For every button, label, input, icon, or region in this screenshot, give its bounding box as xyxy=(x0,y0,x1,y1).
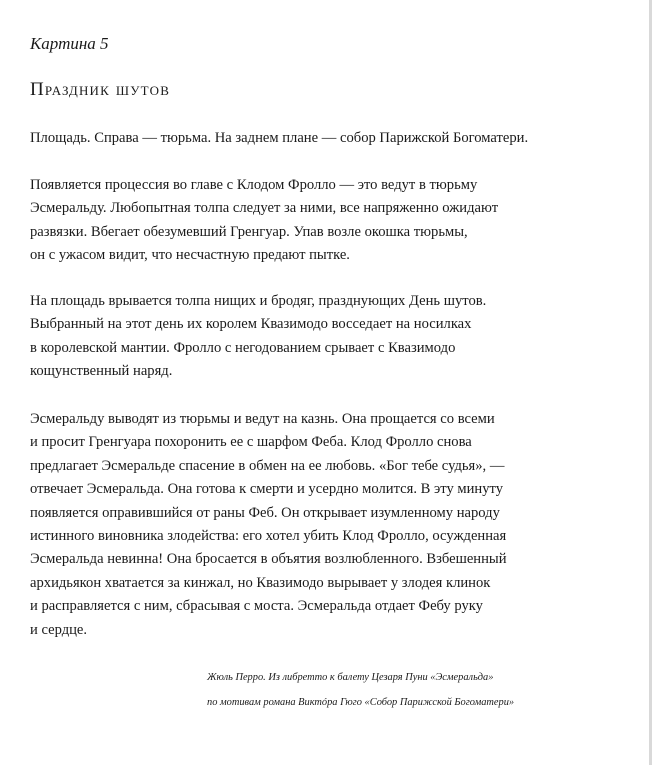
paragraph-line: Появляется процессия во главе с Клодом Фролло — это ведут в тюрьму xyxy=(30,177,478,193)
paragraph-line: кощунственный наряд. xyxy=(30,363,173,380)
paragraph-line: предлагает Эсмеральде спасение в обмен на ее любовь. «Бог тебе судья», — xyxy=(30,457,505,474)
paragraph-line: он с ужасом видит, что несчастную предают пытке. xyxy=(30,247,350,264)
credit-line-2: по мотивам романа Виктóра Гюго «Собор Парижской Богоматери» xyxy=(207,697,515,708)
paragraph-line: Эсмеральда невинна! Она бросается в объятия возлюбленного. Взбешенный xyxy=(30,551,507,568)
paragraph-line: истинного виновника злодейства: его хотел убить Клод Фролло, осужденная xyxy=(30,528,507,545)
paragraph-line: Эсмеральду выводят из тюрьмы и ведут на казнь. Она прощается со всеми xyxy=(30,411,495,427)
paragraph-procession xyxy=(30,174,590,268)
scene-title: Праздник шутов xyxy=(30,79,171,100)
paragraph-line: На площадь врывается толпа нищих и бродяг, празднующих День шутов. xyxy=(30,293,487,309)
paragraph-line: отвечает Эсмеральда. Она готова к смерти и усердно молится. В эту минуту xyxy=(30,481,504,498)
scene-label: Картина 5 xyxy=(30,34,109,53)
paragraph-line: развязки. Вбегает обезумевший Гренгуар. Упав возле окошка тюрьмы, xyxy=(30,223,468,240)
paragraph-line: появляется оправившийся от раны Феб. Он открывает изумленному народу xyxy=(30,504,500,521)
paragraph-fools-feast xyxy=(30,290,590,384)
paragraph-line: и сердце. xyxy=(30,621,88,638)
paragraph-line: и расправляется с ним, сбрасывая с моста. Эсмеральда отдает Фебу руку xyxy=(30,598,483,615)
paragraph-line: Эсмеральду. Любопытная толпа следует за ними, все напряженно ожидают xyxy=(30,200,499,217)
credit-line-1: Жюль Перро. Из либретто к балету Цезаря Пуни «Эсмеральда» xyxy=(207,672,494,683)
paragraph-line: Выбранный на этот день их королем Квазимодо восседает на носилках xyxy=(30,316,472,333)
paragraph-finale xyxy=(30,408,590,642)
paragraph-line: Площадь. Справа — тюрьма. На заднем плане — собор Парижской Богоматери. xyxy=(30,130,529,146)
paragraph-line: архидьякон хватается за кинжал, но Квазимодо вырывает у злодея клинок xyxy=(30,574,491,591)
paragraph-line: и просит Гренгуара похоронить ее с шарфом Феба. Клод Фролло снова xyxy=(30,434,472,451)
paragraph-setting xyxy=(30,127,590,150)
paragraph-line: в королевской мантии. Фролло с негодованием срывает с Квазимодо xyxy=(30,339,456,356)
